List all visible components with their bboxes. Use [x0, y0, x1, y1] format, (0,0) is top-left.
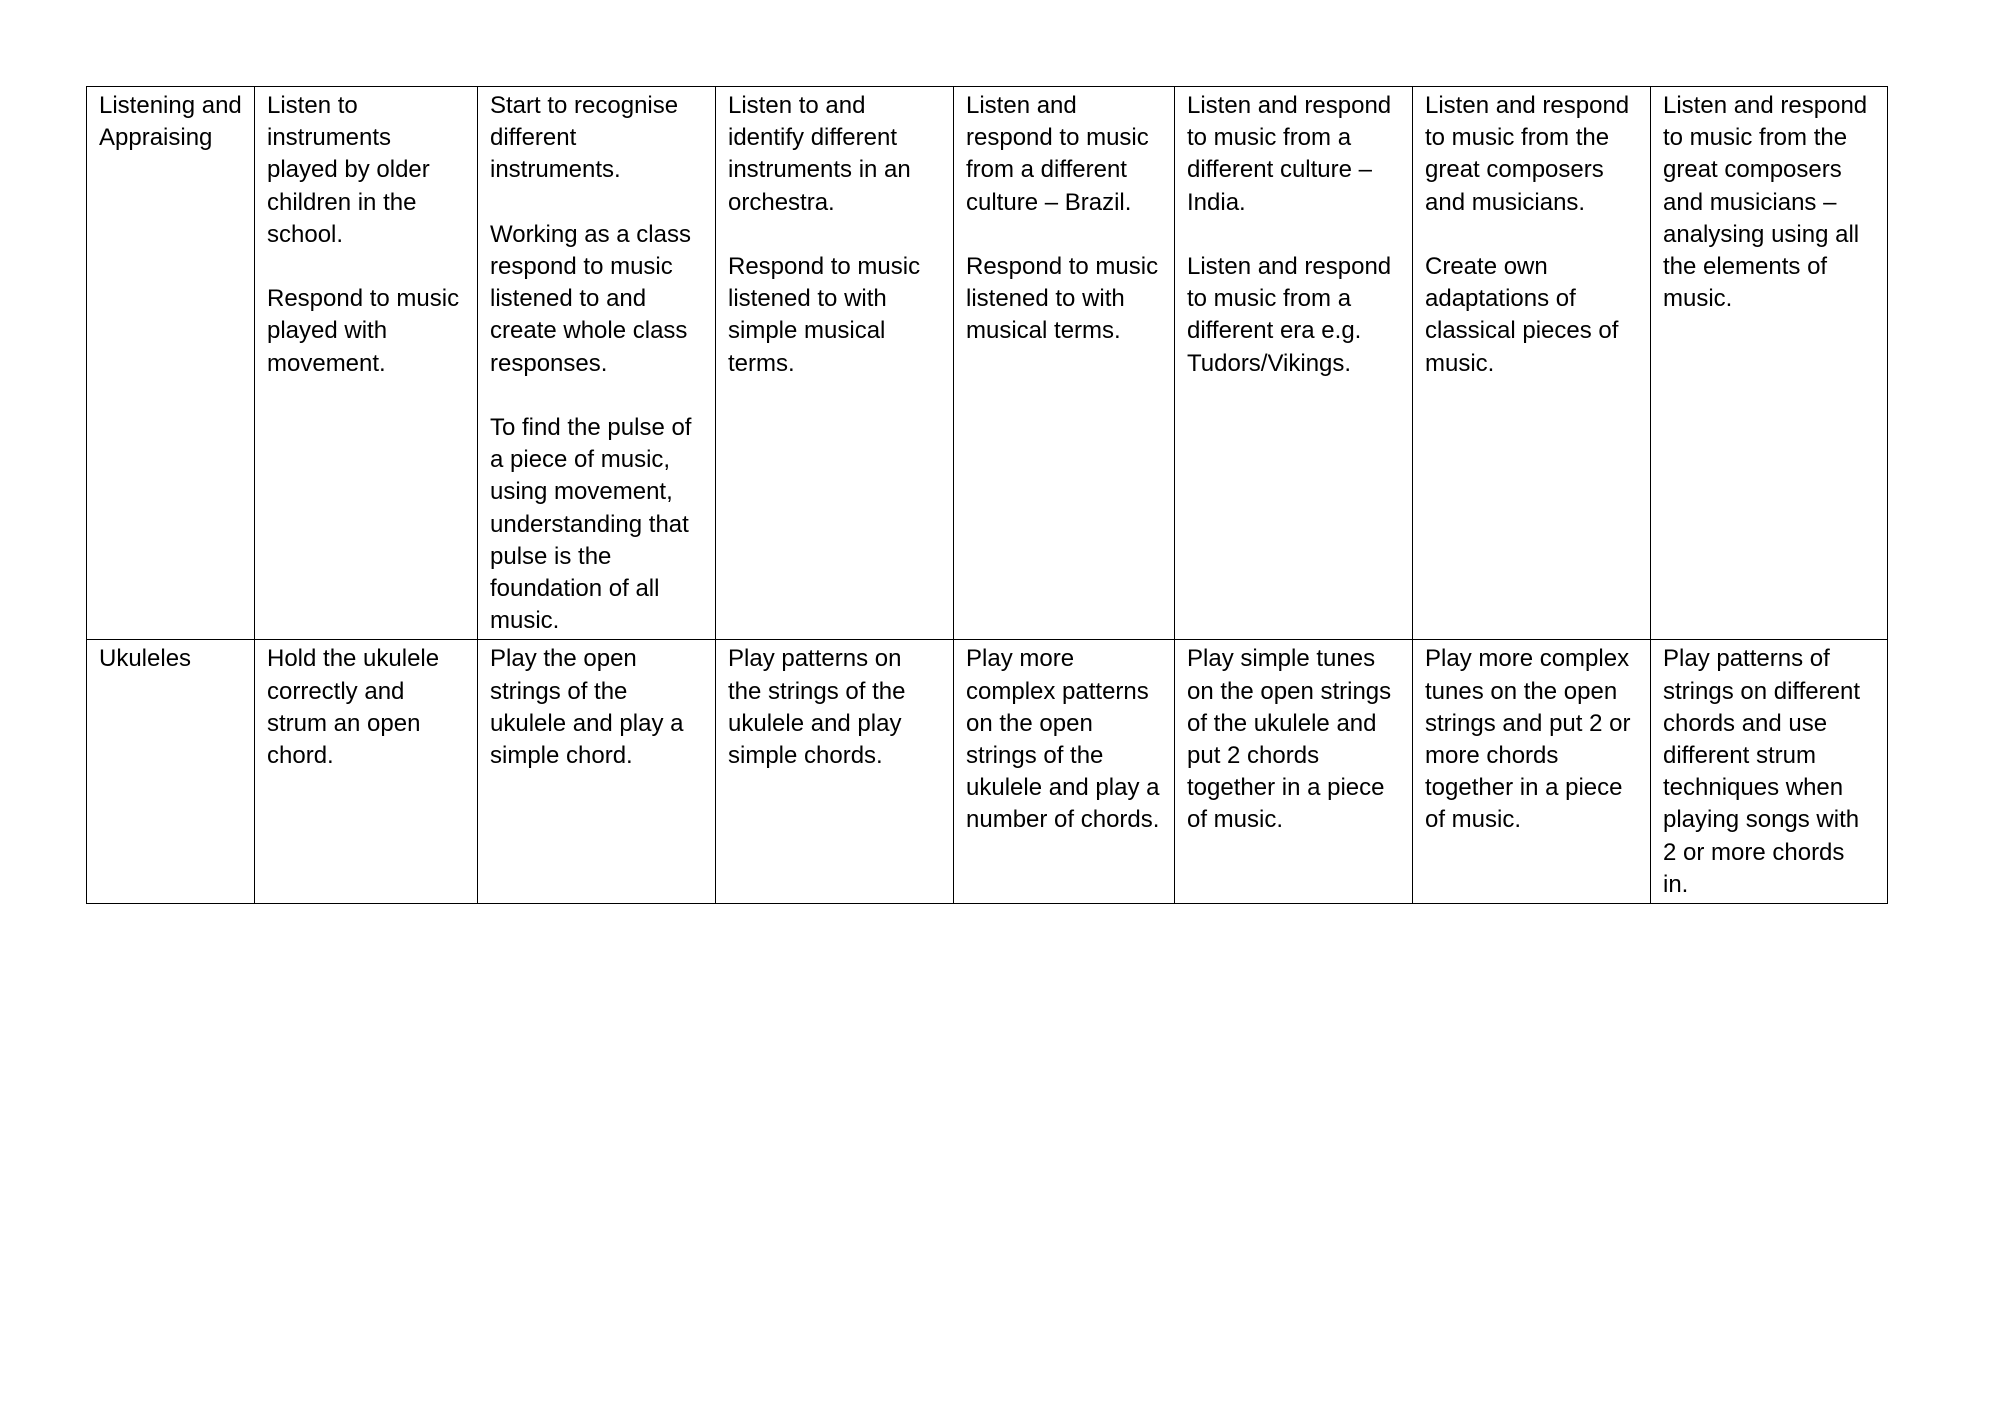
table-cell: Play more complex tunes on the open strings and put 2 or more chords together in a piece of music. [1413, 640, 1651, 904]
table-cell: Listen and respond to music from the great composers and musicians. Create own adaptations of classical pieces of music. [1413, 87, 1651, 640]
table-row-listening-and-appraising [87, 87, 1888, 640]
table-cell: Listen and respond to music from the great composers and musicians – analysing using all the elements of music. [1651, 87, 1888, 640]
table-cell: Hold the ukulele correctly and strum an open chord. [255, 640, 478, 904]
table-cell: Listen to instruments played by older children in the school. Respond to music played with movement. [255, 87, 478, 640]
row-heading-ukuleles: Ukuleles [87, 640, 255, 904]
table-cell: Listen and respond to music from a different culture – Brazil. Respond to music listened to with musical terms. [954, 87, 1175, 640]
table-cell: Play patterns on the strings of the ukulele and play simple chords. [716, 640, 954, 904]
table-cell: Listen and respond to music from a different culture – India. Listen and respond to music from a different era e.g. Tudors/Vikings. [1175, 87, 1413, 640]
table-cell: Play more complex patterns on the open strings of the ukulele and play a number of chords. [954, 640, 1175, 904]
table-cell: Play patterns of strings on different chords and use different strum techniques when playing songs with 2 or more chords in. [1651, 640, 1888, 904]
table-cell: Start to recognise different instruments. Working as a class respond to music listened to and create whole class responses. To find the pulse of a piece of music, using movement, understanding that pulse is the foundation of all music. [478, 87, 716, 640]
table-cell: Play simple tunes on the open strings of the ukulele and put 2 chords together in a piece of music. [1175, 640, 1413, 904]
table-cell: Listen to and identify different instruments in an orchestra. Respond to music listened to with simple musical terms. [716, 87, 954, 640]
curriculum-table [86, 86, 1888, 904]
table-cell: Play the open strings of the ukulele and play a simple chord. [478, 640, 716, 904]
table-row-ukuleles [87, 640, 1888, 904]
row-heading-listening-and-appraising: Listening and Appraising [87, 87, 255, 640]
